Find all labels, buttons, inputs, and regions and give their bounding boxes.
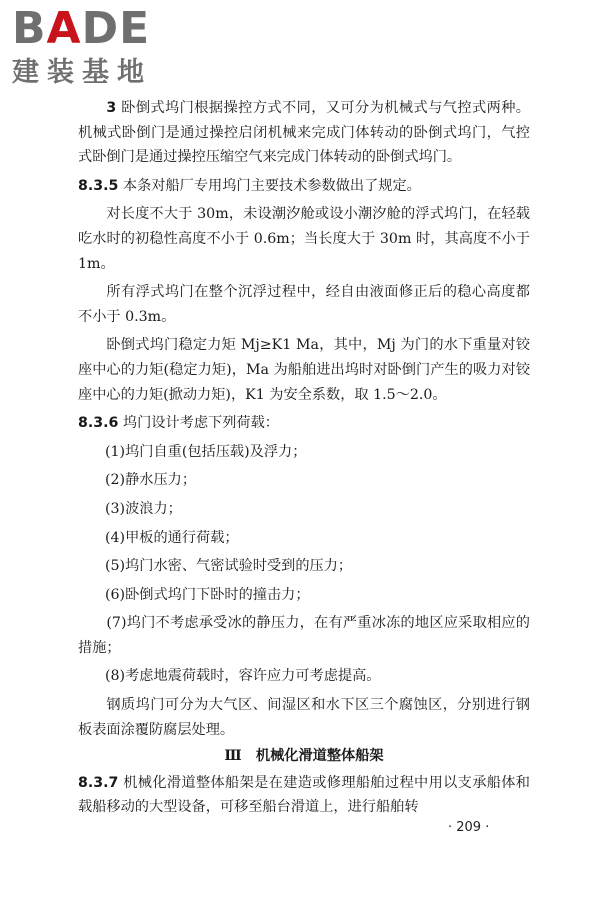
list-item: (8)考虑地震荷载时，容许应力可考虑提高。 xyxy=(104,668,381,685)
logo-letter-a: A xyxy=(46,3,82,54)
paragraph-metacentric-height: 所有浮式坞门在整个沉浮过程中，经自由液面修正后的稳心高度都不小于 0.3m。 xyxy=(78,284,530,325)
clause-8-3-6 xyxy=(78,411,530,436)
clause-8-3-5 xyxy=(78,174,530,199)
logo-letter-b: B xyxy=(12,3,47,54)
list-item: (4)甲板的通行荷载； xyxy=(104,529,239,546)
document-body xyxy=(78,96,530,820)
paragraph-stability-moment: 卧倒式坞门稳定力矩 Mj≥K1 Ma，其中，Mj 为门的水下重量对铰座中心的力矩(稳定力矩)，Ma 为船舶进出坞时对卧倒门产生的吸力对铰座中心的力矩(掀动力矩)，K1 为安全系数，取 1.5～2.0。 xyxy=(78,337,530,403)
logo-subtitle: 建装基地 xyxy=(12,57,152,88)
paragraph-text: 卧倒式坞门根据操控方式不同，又可分为机械式与气控式两种。机械式卧倒门是通过操控启闭机械来完成门体转动的卧倒式坞门，气控式卧倒门是通过操控压缩空气来完成门体转动的卧倒式坞门。 xyxy=(78,100,530,166)
page-number: · 209 · xyxy=(448,820,490,835)
list-item: (7)坞门不考虑承受冰的静压力，在有严重冰冻的地区应采取相应的措施； xyxy=(78,615,530,656)
clause-number: 8.3.5 xyxy=(78,177,119,194)
list-item: (3)波浪力； xyxy=(104,500,182,517)
list-item: (6)卧倒式坞门下卧时的撞击力； xyxy=(104,586,310,603)
list-item: (1)坞门自重(包括压载)及浮力； xyxy=(104,443,307,460)
logo xyxy=(12,3,182,90)
clause-number: 8.3.6 xyxy=(78,415,119,432)
list-item: (5)坞门水密、气密试验时受到的压力； xyxy=(104,558,353,575)
logo-letters-de: DE xyxy=(81,3,151,54)
clause-number: 8.3.7 xyxy=(78,774,119,791)
clause-text: 机械化滑道整体船架是在建造或修理船舶过程中用以支承船体和载船移动的大型设备，可移至船台滑道上，进行船舶转 xyxy=(78,774,530,816)
clause-text: 本条对船厂专用坞门主要技术参数做出了规定。 xyxy=(118,177,421,194)
list-item: (2)静水压力； xyxy=(104,472,197,489)
section-heading: Ⅲ 机械化滑道整体船架 xyxy=(224,748,384,765)
paragraph-corrosion-zones: 钢质坞门可分为大气区、间湿区和水下区三个腐蚀区，分别进行钢板表面涂覆防腐层处理。 xyxy=(78,697,530,738)
paragraph-stability-height: 对长度不大于 30m，未设潮汐舱或设小潮汐舱的浮式坞门，在轻载吃水时的初稳性高度不小于 0.6m；当长度大于 30m 时，其高度不小于 1m。 xyxy=(78,206,530,272)
clause-text: 坞门设计考虑下列荷载： xyxy=(118,415,279,432)
item-marker: 3 xyxy=(106,100,117,116)
paragraph-door-types xyxy=(78,96,530,170)
clause-8-3-7 xyxy=(78,771,530,820)
logo-wordmark xyxy=(12,3,151,54)
